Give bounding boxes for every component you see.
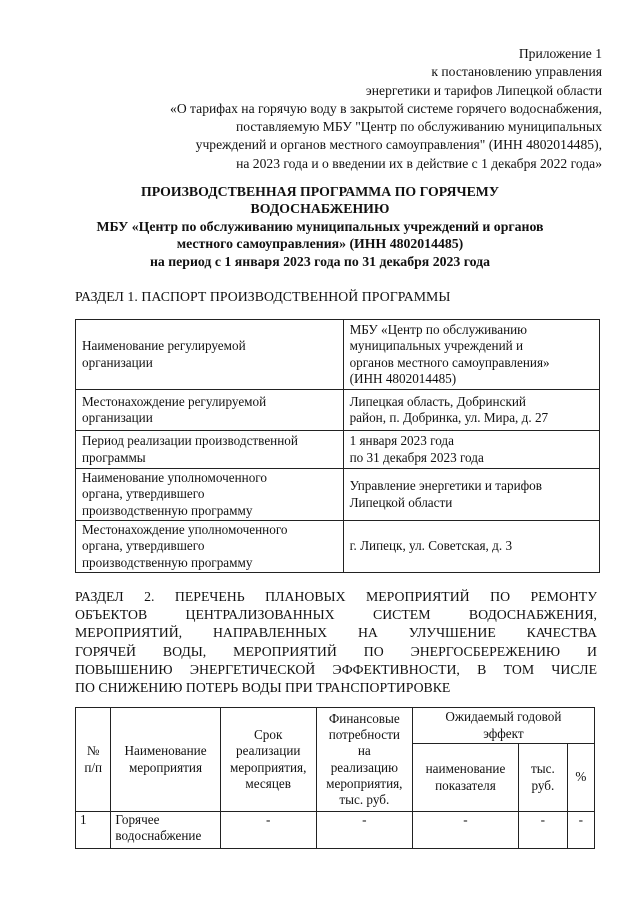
cell-line: Наименование уполномоченного bbox=[82, 470, 267, 486]
title-line: МБУ «Центр по обслуживанию муниципальных учреждений и органов bbox=[96, 218, 544, 234]
passport-label-cell bbox=[76, 390, 344, 431]
section2-line: ПО СНИЖЕНИЮ ПОТЕРЬ ВОДЫ ПРИ ТРАНСПОРТИРОВКЕ bbox=[75, 680, 451, 696]
appendix-header bbox=[62, 45, 602, 173]
cell-line: Липецкая область, Добринский bbox=[349, 393, 526, 409]
cell-line: производственную программу bbox=[82, 554, 253, 570]
cell-line: реализации bbox=[235, 743, 301, 759]
cell-line: МБУ «Центр по обслуживанию bbox=[349, 321, 528, 337]
section1-heading: РАЗДЕЛ 1. ПАСПОРТ ПРОИЗВОДСТВЕННОЙ ПРОГРАММЫ bbox=[75, 289, 451, 304]
passport-label-cell bbox=[76, 431, 344, 469]
header-finance bbox=[316, 708, 412, 812]
cell-line: г. Липецк, ул. Советская, д. 3 bbox=[349, 538, 513, 554]
cell-line: производственную программу bbox=[82, 502, 253, 518]
cell-line: Наименование bbox=[124, 743, 207, 759]
cell-line: муниципальных учреждений и bbox=[349, 338, 524, 354]
cell-line: показателя bbox=[435, 777, 496, 793]
header-percent: % bbox=[567, 744, 594, 812]
header-thousand-rub bbox=[519, 744, 568, 812]
appendix-line: на 2023 года и о введении их в действие с 1 декабря 2022 года» bbox=[236, 155, 602, 171]
title-line: на период с 1 января 2023 года по 31 декабря 2023 года bbox=[149, 253, 491, 269]
cell-line: эффект bbox=[483, 725, 524, 741]
table-row bbox=[76, 521, 600, 573]
section2-line: МЕРОПРИЯТИЙ, НАПРАВЛЕННЫХ НА УЛУЧШЕНИЕ КАЧЕСТВА bbox=[75, 625, 597, 641]
cell-term: - bbox=[220, 812, 316, 849]
cell-line: реализацию bbox=[330, 759, 398, 775]
appendix-line: поставляемую МБУ "Центр по обслуживанию муниципальных bbox=[235, 119, 602, 135]
cell-line: район, п. Добринка, ул. Мира, д. 27 bbox=[349, 410, 549, 425]
cell-line: Местонахождение регулируемой bbox=[82, 393, 267, 409]
cell-line: на bbox=[357, 743, 371, 759]
appendix-line: Приложение 1 bbox=[518, 46, 602, 61]
cell-line: мероприятия, bbox=[326, 775, 403, 791]
cell-line: организации bbox=[82, 410, 153, 425]
cell-line: Период реализации производственной bbox=[82, 433, 298, 449]
appendix-line: «О тарифах на горячую воду в закрытой системе горячего водоснабжения, bbox=[170, 100, 602, 116]
cell-line: органов местного самоуправления» bbox=[349, 354, 550, 370]
cell-line: органа, утвердившего bbox=[82, 538, 205, 554]
cell-line: Финансовые bbox=[328, 710, 400, 726]
header-num bbox=[76, 708, 111, 812]
section2-heading bbox=[75, 588, 597, 697]
cell-line: месяцев bbox=[245, 775, 291, 791]
appendix-line: к постановлению управления bbox=[431, 64, 602, 80]
cell-line: по 31 декабря 2023 года bbox=[349, 449, 484, 465]
cell-line: руб. bbox=[531, 777, 555, 793]
title-line: ПРОИЗВОДСТВЕННАЯ ПРОГРАММА ПО ГОРЯЧЕМУ bbox=[141, 184, 499, 199]
title-line: ВОДОСНАБЖЕНИЮ bbox=[250, 201, 390, 217]
cell-line: 1 января 2023 года bbox=[349, 433, 454, 449]
cell-line: организации bbox=[82, 354, 153, 370]
title-line: местного самоуправления» (ИНН 4802014485) bbox=[176, 236, 464, 252]
cell-percent: - bbox=[567, 812, 594, 849]
cell-line: мероприятия bbox=[129, 759, 203, 775]
cell-indicator: - bbox=[412, 812, 518, 849]
cell-line: водоснабжение bbox=[115, 828, 202, 844]
cell-line: потребности bbox=[328, 726, 400, 742]
cell-line: мероприятия, bbox=[230, 759, 307, 775]
passport-label-cell bbox=[76, 521, 344, 573]
cell-line: Наименование регулируемой bbox=[82, 338, 246, 354]
passport-value-cell bbox=[343, 469, 599, 521]
passport-value-cell bbox=[343, 390, 599, 431]
table-row bbox=[76, 812, 595, 849]
appendix-line: учреждений и органов местного самоуправления" (ИНН 4802014485), bbox=[195, 137, 602, 153]
cell-line: тыс. руб. bbox=[339, 792, 390, 808]
cell-line: п/п bbox=[84, 759, 103, 775]
cell-thousand-rub: - bbox=[519, 812, 568, 849]
cell-line: Ожидаемый годовой bbox=[445, 709, 562, 725]
cell-name bbox=[111, 812, 220, 849]
cell-line: Липецкой области bbox=[349, 494, 453, 510]
section2-line: ГОРЯЧЕЙ ВОДЫ, МЕРОПРИЯТИЙ ПО ЭНЕРГОСБЕРЕЖЕНИЮ И bbox=[75, 643, 597, 659]
passport-table bbox=[75, 319, 600, 573]
cell-line: № bbox=[86, 743, 100, 759]
table-header-row bbox=[76, 708, 595, 744]
cell-line: Срок bbox=[254, 726, 283, 742]
header-effect bbox=[412, 708, 594, 744]
section2-line: РАЗДЕЛ 2. ПЕРЕЧЕНЬ ПЛАНОВЫХ МЕРОПРИЯТИЙ ПО РЕМОНТУ bbox=[75, 589, 597, 604]
passport-value-cell bbox=[343, 320, 599, 390]
cell-num: 1 bbox=[76, 812, 111, 849]
cell-line: Горячее bbox=[115, 812, 160, 827]
cell-line: Управление энергетики и тарифов bbox=[349, 478, 542, 494]
section2-line: ОБЪЕКТОВ ЦЕНТРАЛИЗОВАННЫХ СИСТЕМ ВОДОСНАБЖЕНИЯ, bbox=[75, 607, 597, 623]
cell-finance: - bbox=[316, 812, 412, 849]
program-title bbox=[40, 183, 600, 270]
passport-label-cell bbox=[76, 320, 344, 390]
table-row bbox=[76, 469, 600, 521]
header-name bbox=[111, 708, 220, 812]
passport-value-cell bbox=[343, 521, 599, 573]
header-term bbox=[220, 708, 316, 812]
cell-line: тыс. bbox=[530, 761, 555, 777]
cell-line: органа, утвердившего bbox=[82, 486, 205, 502]
cell-line: (ИНН 4802014485) bbox=[349, 370, 457, 386]
cell-line: наименование bbox=[425, 761, 506, 777]
passport-value-cell bbox=[343, 431, 599, 469]
table-row bbox=[76, 320, 600, 390]
cell-line: программы bbox=[82, 449, 146, 465]
header-indicator bbox=[412, 744, 518, 812]
table-row bbox=[76, 431, 600, 469]
passport-label-cell bbox=[76, 469, 344, 521]
section2-line: ПОВЫШЕНИЮ ЭНЕРГЕТИЧЕСКОЙ ЭФФЕКТИВНОСТИ, В ТОМ ЧИСЛЕ bbox=[75, 661, 597, 677]
cell-line: Местонахождение уполномоченного bbox=[82, 522, 288, 538]
table-row bbox=[76, 390, 600, 431]
appendix-line: энергетики и тарифов Липецкой области bbox=[365, 82, 602, 98]
measures-table bbox=[75, 707, 595, 849]
